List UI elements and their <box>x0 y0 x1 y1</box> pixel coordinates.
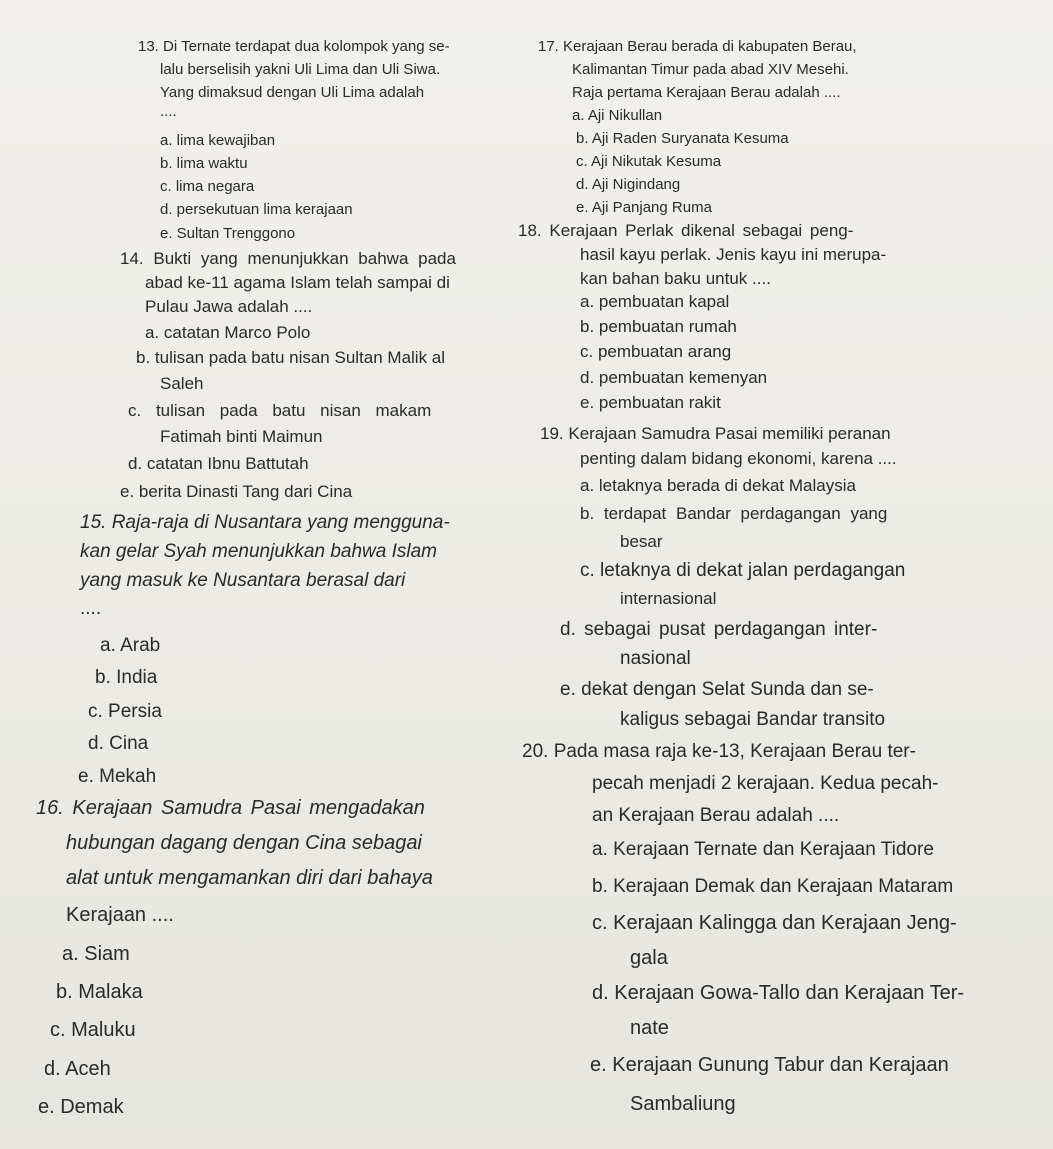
q19-option-e: e. dekat dengan Selat Sunda dan se- <box>560 679 874 700</box>
q13-option-e: e. Sultan Trenggono <box>160 225 296 242</box>
q17-option-d: d. Aji Nigindang <box>576 176 681 193</box>
q16-stem-line: 16. Kerajaan Samudra Pasai mengadakan <box>36 797 425 819</box>
q13-option-b: b. lima waktu <box>160 155 248 172</box>
q14-option-a: a. catatan Marco Polo <box>145 323 311 342</box>
q15-stem-line: .... <box>80 598 102 619</box>
q20-option-e: e. Kerajaan Gunung Tabur dan Kerajaan <box>590 1054 949 1076</box>
q17-option-a: a. Aji Nikullan <box>572 107 663 124</box>
q15-stem-line: yang masuk ke Nusantara berasal dari <box>80 570 406 591</box>
q15-stem-line: kan gelar Syah menunjukkan bahwa Islam <box>80 541 437 562</box>
q18-option-a: a. pembuatan kapal <box>580 292 730 311</box>
q16-option-e: e. Demak <box>38 1096 124 1118</box>
q15-stem-line: 15. Raja-raja di Nusantara yang mengguna- <box>80 512 450 533</box>
q16-stem-line: Kerajaan .... <box>66 904 174 926</box>
q14-stem-line: Pulau Jawa adalah .... <box>145 297 313 316</box>
q20-option-b: b. Kerajaan Demak dan Kerajaan Mataram <box>592 876 954 897</box>
q20-stem-line: an Kerajaan Berau adalah .... <box>592 805 840 826</box>
q13-option-a: a. lima kewajiban <box>160 132 276 149</box>
q20-stem-line: pecah menjadi 2 kerajaan. Kedua pecah- <box>592 773 939 794</box>
q18-option-c: c. pembuatan arang <box>580 342 732 361</box>
q19-option-c-cont: internasional <box>620 589 717 608</box>
q19-stem-line: 19. Kerajaan Samudra Pasai memiliki peranan <box>540 424 891 443</box>
q14-stem-line: 14. Bukti yang menunjukkan bahwa pada <box>120 249 456 268</box>
q20-option-e-cont: Sambaliung <box>630 1093 736 1115</box>
q19-option-d: d. sebagai pusat perdagangan inter- <box>560 619 878 640</box>
q14-option-c: c. tulisan pada batu nisan makam <box>128 401 432 420</box>
q14-stem-line: abad ke-11 agama Islam telah sampai di <box>145 273 450 292</box>
q13-stem-line: lalu berselisih yakni Uli Lima dan Uli Siwa. <box>160 61 441 78</box>
q20-option-a: a. Kerajaan Ternate dan Kerajaan Tidore <box>592 839 934 860</box>
q14-option-c-cont: Fatimah binti Maimun <box>160 427 323 446</box>
q13-stem-line: 13. Di Ternate terdapat dua kolompok yang se- <box>138 38 450 55</box>
q18-stem-line: 18. Kerajaan Perlak dikenal sebagai peng- <box>518 221 854 240</box>
q16-option-c: c. Maluku <box>50 1019 136 1041</box>
q17-option-e: e. Aji Panjang Ruma <box>576 199 712 216</box>
q18-stem-line: hasil kayu perlak. Jenis kayu ini merupa- <box>580 245 887 264</box>
q20-option-d: d. Kerajaan Gowa-Tallo dan Kerajaan Ter- <box>592 982 965 1004</box>
q18-option-d: d. pembuatan kemenyan <box>580 368 768 387</box>
q20-stem-line: 20. Pada masa raja ke-13, Kerajaan Berau ter- <box>522 741 916 762</box>
q14-option-d: d. catatan Ibnu Battutah <box>128 454 309 473</box>
q19-option-b: b. terdapat Bandar perdagangan yang <box>580 504 888 523</box>
q18-stem-line: kan bahan baku untuk .... <box>580 269 771 288</box>
q18-option-e: e. pembuatan rakit <box>580 393 721 412</box>
q14-option-b-cont: Saleh <box>160 374 204 393</box>
q13-stem-line: Yang dimaksud dengan Uli Lima adalah <box>160 84 425 101</box>
q14-option-b: b. tulisan pada batu nisan Sultan Malik al <box>136 348 446 367</box>
q17-stem-line: 17. Kerajaan Berau berada di kabupaten Berau, <box>538 38 857 55</box>
q13-option-d: d. persekutuan lima kerajaan <box>160 201 353 218</box>
q17-stem-line: Raja pertama Kerajaan Berau adalah .... <box>572 84 841 101</box>
q19-option-e-cont: kaligus sebagai Bandar transito <box>620 709 886 730</box>
q16-option-b: b. Malaka <box>56 981 143 1003</box>
q17-option-b: b. Aji Raden Suryanata Kesuma <box>576 130 789 147</box>
q13-stem-line: .... <box>160 103 177 120</box>
q16-option-d: d. Aceh <box>44 1058 111 1080</box>
q19-stem-line: penting dalam bidang ekonomi, karena .... <box>580 449 897 468</box>
q19-option-d-cont: nasional <box>620 648 691 669</box>
q19-option-c: c. letaknya di dekat jalan perdagangan <box>580 560 906 581</box>
q19-option-b-cont: besar <box>620 532 663 551</box>
q16-stem-line: hubungan dagang dengan Cina sebagai <box>66 832 422 854</box>
q18-option-b: b. pembuatan rumah <box>580 317 737 336</box>
q16-option-a: a. Siam <box>62 943 130 965</box>
q17-option-c: c. Aji Nikutak Kesuma <box>576 153 722 170</box>
q14-option-e: e. berita Dinasti Tang dari Cina <box>120 482 353 501</box>
q15-option-a: a. Arab <box>100 635 161 656</box>
q20-option-d-cont: nate <box>630 1017 669 1039</box>
q15-option-e: e. Mekah <box>78 766 157 787</box>
q19-option-a: a. letaknya berada di dekat Malaysia <box>580 476 856 495</box>
q16-stem-line: alat untuk mengamankan diri dari bahaya <box>66 867 433 889</box>
q20-option-c-cont: gala <box>630 947 668 969</box>
q20-option-c: c. Kerajaan Kalingga dan Kerajaan Jeng- <box>592 912 957 934</box>
q17-stem-line: Kalimantan Timur pada abad XIV Mesehi. <box>572 61 849 78</box>
q15-option-b: b. India <box>95 667 158 688</box>
q13-option-c: c. lima negara <box>160 178 255 195</box>
q15-option-c: c. Persia <box>88 701 162 722</box>
q15-option-d: d. Cina <box>88 733 149 754</box>
